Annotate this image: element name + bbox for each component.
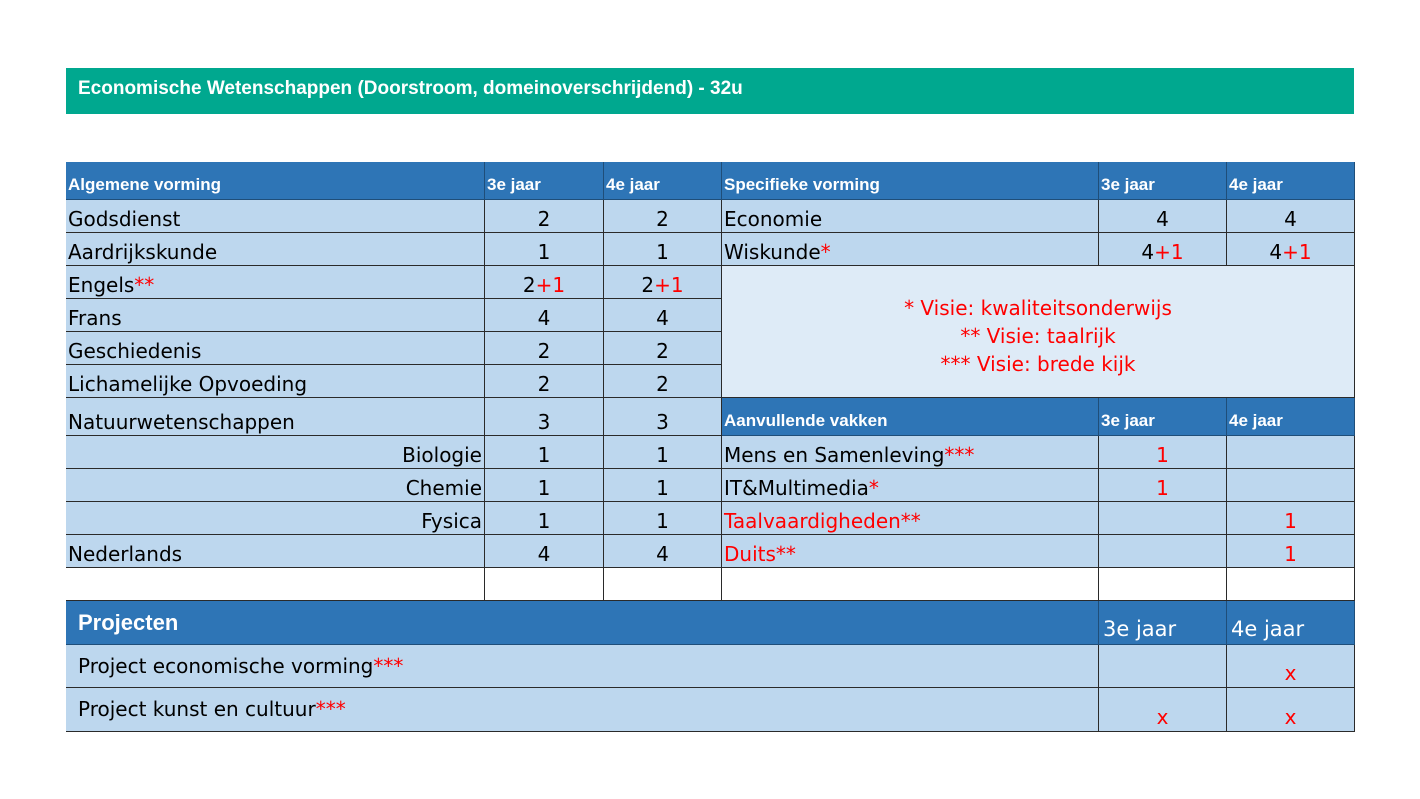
- project-3e-mark: x: [1156, 705, 1169, 729]
- vision-marker: ***: [315, 697, 346, 721]
- algemene-col-4e: [604, 162, 722, 200]
- subject-name: Duits**: [724, 542, 796, 566]
- hours-3e-cell: [485, 200, 604, 233]
- hours-3e-cell: [485, 469, 604, 502]
- hours-3e: 1: [537, 240, 551, 264]
- hours-3e: 1: [1156, 443, 1169, 467]
- project-3e-cell: [1099, 645, 1227, 688]
- empty-cell: [1099, 568, 1227, 601]
- hours-3e-cell: [485, 233, 604, 266]
- hours-4e-cell: [1227, 436, 1355, 469]
- subject-name: Aardrijkskunde: [68, 240, 218, 264]
- vision-marker: ***: [944, 443, 975, 467]
- hours-4e: 1: [1284, 509, 1297, 533]
- vision-marker: *: [868, 476, 879, 500]
- hours-4e-cell: [604, 398, 722, 436]
- table-row-subject: [66, 332, 485, 365]
- hours-4e: 4: [656, 542, 669, 566]
- extra-hours: +1: [1154, 240, 1184, 264]
- hours-3e: 1: [1156, 476, 1169, 500]
- hours-4e: 4: [1284, 207, 1297, 231]
- hours-3e-cell: [485, 502, 604, 535]
- subject-name: Taalvaardigheden**: [724, 509, 921, 533]
- table-row-subject: [66, 535, 485, 568]
- specifieke-col-3e: [1099, 162, 1227, 200]
- aanvullende-col-3e: [1099, 398, 1227, 436]
- hours-4e: 1: [1284, 542, 1297, 566]
- table-row-subject: [66, 469, 485, 502]
- hours-4e: 4: [656, 306, 669, 330]
- hours-4e-cell: [1227, 502, 1355, 535]
- legend-box: [722, 266, 1355, 398]
- subject-name: Mens en Samenleving: [724, 443, 945, 467]
- empty-cell: [1227, 568, 1355, 601]
- table-row-subject: [66, 436, 485, 469]
- hours-3e-cell: [485, 436, 604, 469]
- aanvullende-col-4e-label: 4e jaar: [1229, 411, 1283, 430]
- specifieke-header: [722, 162, 1099, 200]
- hours-3e: 2: [537, 207, 551, 231]
- hours-3e: 4: [1141, 240, 1155, 264]
- table-row-subject: [66, 233, 485, 266]
- table-row-subject: [66, 200, 485, 233]
- algemene-col-4e-label: 4e jaar: [606, 175, 660, 194]
- subject-name: IT&Multimedia: [724, 476, 869, 500]
- table-row-subject: [722, 469, 1099, 502]
- hours-4e: 2: [656, 372, 669, 396]
- subject-name: Chemie: [405, 476, 482, 500]
- legend-note: * Visie: kwaliteitsonderwijs: [904, 296, 1172, 320]
- subject-name: Lichamelijke Opvoeding: [68, 372, 308, 396]
- hours-3e: 2: [537, 372, 551, 396]
- table-row-subject: [722, 535, 1099, 568]
- hours-3e: 2: [522, 273, 536, 297]
- curriculum-table: [66, 162, 1355, 601]
- algemene-col-3e: [485, 162, 604, 200]
- hours-3e: 2: [537, 339, 551, 363]
- hours-4e: 1: [656, 443, 669, 467]
- hours-4e-cell: [604, 200, 722, 233]
- hours-4e-cell: [604, 436, 722, 469]
- empty-cell: [722, 568, 1099, 601]
- subject-name: Economie: [724, 207, 823, 231]
- project-4e-mark: x: [1284, 705, 1297, 729]
- algemene-col-3e-label: 3e jaar: [487, 175, 541, 194]
- legend-note: ** Visie: taalrijk: [960, 324, 1116, 348]
- subject-name: Fysica: [421, 509, 482, 533]
- hours-3e-cell: [485, 332, 604, 365]
- project-3e-cell: [1099, 688, 1227, 732]
- table-row-project: [66, 688, 1099, 732]
- hours-3e: 1: [537, 509, 551, 533]
- table-row-subject: [66, 502, 485, 535]
- empty-cell: [604, 568, 722, 601]
- table-row-subject: [722, 502, 1099, 535]
- vision-marker: ***: [373, 654, 404, 678]
- aanvullende-col-4e: [1227, 398, 1355, 436]
- hours-4e-cell: [604, 332, 722, 365]
- hours-4e-cell: [1227, 200, 1355, 233]
- vision-marker: **: [134, 273, 155, 297]
- hours-3e-cell: [1099, 502, 1227, 535]
- extra-hours: +1: [654, 273, 684, 297]
- hours-3e-cell: [485, 266, 604, 299]
- hours-3e-cell: [1099, 200, 1227, 233]
- hours-3e-cell: [485, 535, 604, 568]
- project-4e-cell: [1227, 688, 1355, 732]
- hours-3e: 4: [1156, 207, 1169, 231]
- hours-3e-cell: [1099, 436, 1227, 469]
- hours-3e-cell: [1099, 469, 1227, 502]
- projecten-col-4e-label: 4e jaar: [1231, 617, 1305, 641]
- hours-4e: 1: [656, 240, 669, 264]
- hours-4e-cell: [1227, 233, 1355, 266]
- projecten-table: [66, 601, 1355, 732]
- aanvullende-header-label: Aanvullende vakken: [724, 411, 888, 430]
- specifieke-header-label: Specifieke vorming: [724, 175, 880, 194]
- table-row-subject: [722, 200, 1099, 233]
- subject-name: Frans: [68, 306, 122, 330]
- hours-4e: 2: [641, 273, 655, 297]
- empty-cell: [485, 568, 604, 601]
- extra-hours: +1: [535, 273, 566, 297]
- table-row-subject: [66, 365, 485, 398]
- projecten-header: [66, 601, 1099, 645]
- project-4e-cell: [1227, 645, 1355, 688]
- subject-name: Godsdienst: [68, 207, 181, 231]
- project-name: Project economische vorming: [78, 654, 374, 678]
- page-title: Economische Wetenschappen (Doorstroom, domeinoverschrijdend) - 32u: [66, 68, 1354, 114]
- table-row-subject: [66, 299, 485, 332]
- hours-3e-cell: [1099, 233, 1227, 266]
- project-name: Project kunst en cultuur: [78, 697, 316, 721]
- hours-4e-cell: [604, 365, 722, 398]
- vision-marker: *: [820, 240, 831, 264]
- projecten-col-3e: [1099, 601, 1227, 645]
- specifieke-col-4e-label: 4e jaar: [1229, 175, 1283, 194]
- hours-4e: 2: [656, 207, 669, 231]
- table-row-subject: [66, 398, 485, 436]
- specifieke-col-3e-label: 3e jaar: [1101, 175, 1155, 194]
- aanvullende-header: [722, 398, 1099, 436]
- legend-note: *** Visie: brede kijk: [940, 352, 1136, 376]
- hours-4e-cell: [604, 535, 722, 568]
- hours-4e-cell: [604, 299, 722, 332]
- project-4e-mark: x: [1284, 661, 1297, 685]
- hours-4e: 4: [1269, 240, 1283, 264]
- extra-hours: +1: [1282, 240, 1312, 264]
- table-row-subject: [66, 266, 485, 299]
- hours-3e: 4: [537, 306, 551, 330]
- subject-name: Engels: [68, 273, 135, 297]
- aanvullende-col-3e-label: 3e jaar: [1101, 411, 1155, 430]
- hours-3e: 1: [537, 443, 551, 467]
- hours-3e: 4: [537, 542, 551, 566]
- specifieke-col-4e: [1227, 162, 1355, 200]
- subject-name: Biologie: [402, 443, 482, 467]
- subject-name: Wiskunde: [724, 240, 821, 264]
- empty-cell: [66, 568, 485, 601]
- algemene-header-label: Algemene vorming: [68, 175, 222, 194]
- hours-4e: 1: [656, 476, 669, 500]
- subject-name: Nederlands: [68, 542, 183, 566]
- subject-name: Natuurwetenschappen: [68, 410, 295, 434]
- hours-3e: 1: [537, 476, 551, 500]
- hours-4e-cell: [1227, 535, 1355, 568]
- hours-4e: 1: [656, 509, 669, 533]
- hours-3e-cell: [485, 299, 604, 332]
- algemene-header: [66, 162, 485, 200]
- hours-4e: 2: [656, 339, 669, 363]
- projecten-header-label: Projecten: [78, 610, 179, 635]
- table-row-project: [66, 645, 1099, 688]
- table-row-subject: [722, 436, 1099, 469]
- hours-4e-cell: [1227, 469, 1355, 502]
- hours-4e: 3: [656, 410, 669, 434]
- hours-3e: 3: [537, 410, 551, 434]
- hours-4e-cell: [604, 469, 722, 502]
- subject-name: Geschiedenis: [68, 339, 202, 363]
- hours-3e-cell: [1099, 535, 1227, 568]
- hours-4e-cell: [604, 502, 722, 535]
- table-row-subject: [722, 233, 1099, 266]
- projecten-col-4e: [1227, 601, 1355, 645]
- hours-4e-cell: [604, 266, 722, 299]
- hours-4e-cell: [604, 233, 722, 266]
- hours-3e-cell: [485, 398, 604, 436]
- projecten-col-3e-label: 3e jaar: [1103, 617, 1177, 641]
- hours-3e-cell: [485, 365, 604, 398]
